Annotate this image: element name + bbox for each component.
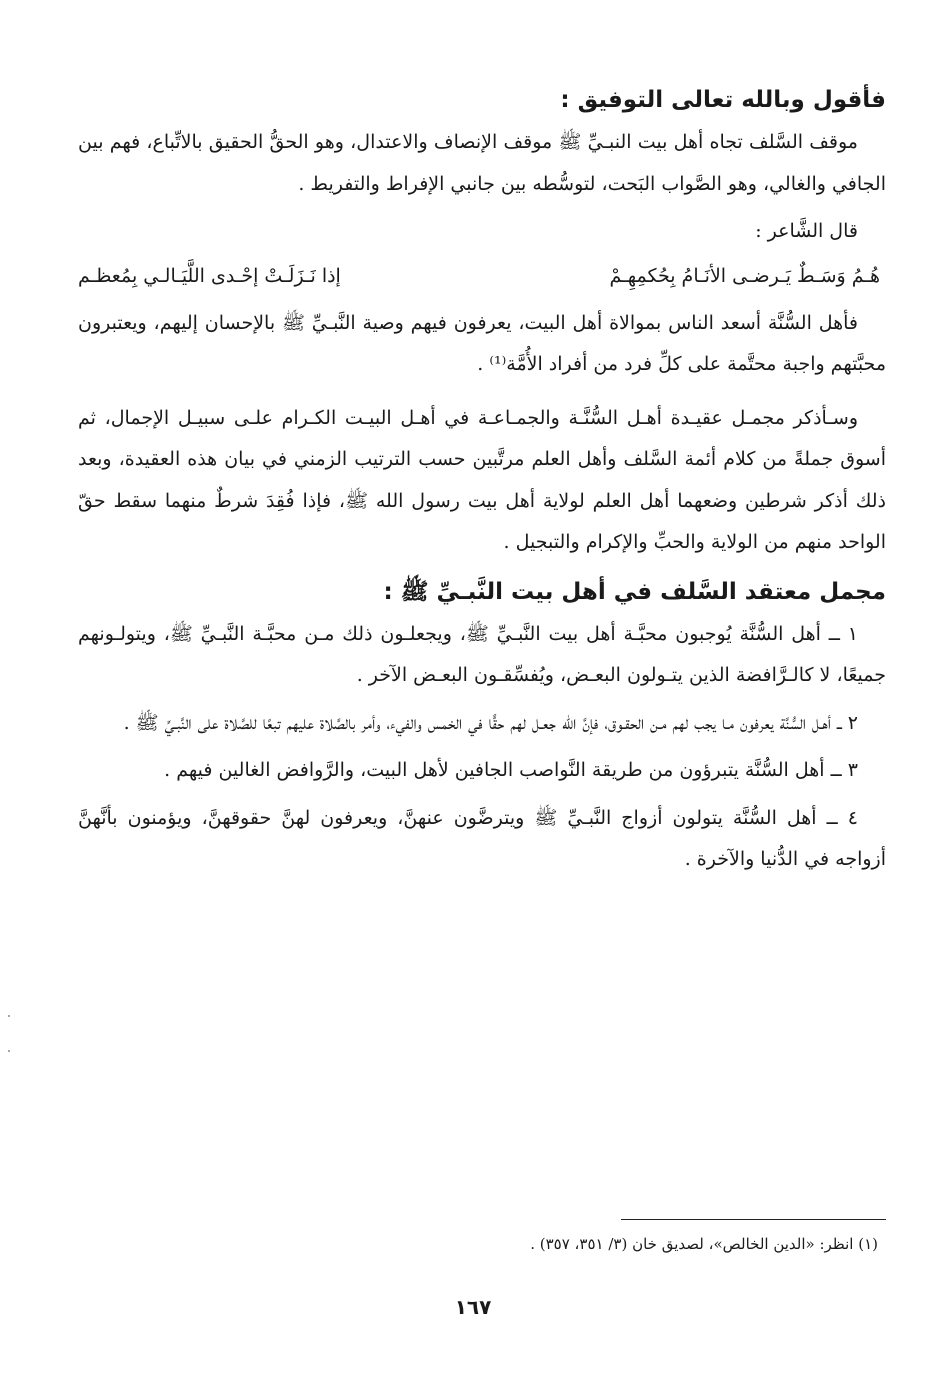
footnote: (١) انظر: «الدين الخالص»، لصديق خان (٣/ ٣٥١، ٣٥٧) . <box>530 1235 878 1253</box>
list-item-3: ٣ ــ أهل السُّنَّة يتبرؤون من طريقة النَّواصب الجافين لأهل البيت، والرَّوافض الغالين فيهم . <box>164 759 858 781</box>
list-item-1: ١ ــ أهل السُّنَّة يُوجبون محبَّـة أهل بيت النَّبـيِّ ﷺ، ويجعلـون ذلك مـن محبَّـة النَّبـيِّ ﷺ، ويتولـونهم جميعًا، لا كالـرَّافضة الذين يتـولون البعـض، ويُفسِّقـون البعـض الآخر . <box>78 622 886 686</box>
poet-intro: قال الشَّاعر : <box>755 220 858 242</box>
section-heading-intro: فأقول وبالله تعالى التوفيق : <box>560 87 886 113</box>
list-item-2: ٢ ــ أهـل السُّنَّة يعرفون مـا يجب لهم مـن الحقـوق، فإنَّ الله جعـل لهم حقًّا في الخمس والفيء، وأمر بالصَّلاة عليهم تبعًا للصَّلاة على النَّبـيِّ ﷺ . <box>123 711 858 734</box>
paragraph-salaf-position: موقف السَّلف تجاه أهل بيت النبـيِّ ﷺ موقف الإنصاف والاعتدال، وهو الحقُّ الحقيق بالاتِّباع، فهم بين الجافي والغالي، وهو الصَّواب البَحت، لتوسُّطه بين جانبي الإفراط والتفريط . <box>78 131 886 195</box>
poem-hemistich-first: هُـمُ وَسَـطٌ يَـرضـى الأنَـامُ بِحُكمِهِـمْ <box>609 264 880 287</box>
paragraph-ahl-sunnah: فأهل السُّنَّة أسعد الناس بموالاة أهل البيت، يعرفون فيهم وصية النَّبـيِّ ﷺ بالإحسان إليهم، ويعتبرون محبَّتهم واجبة محتَّمة على كلِّ فرد من أفراد الأُمَّة⁽¹⁾ . <box>78 311 886 375</box>
list-item-4: ٤ ــ أهل السُّنَّة يتولون أزواج النَّبـيِّ ﷺ ويترضَّون عنهنَّ، ويعرفون لهنَّ حقوقهنَّ، ويؤمنون بأنَّهنَّ أزواجه في الدُّنيا والآخرة . <box>78 806 886 870</box>
poem-verse <box>78 255 886 297</box>
margin-speck <box>8 1015 10 1017</box>
section-heading-summary: مجمل معتقد السَّلف في أهل بيت النَّبـيِّ ﷺ : <box>383 578 886 605</box>
margin-speck <box>8 1050 10 1052</box>
footnote-divider <box>621 1219 886 1220</box>
page-body <box>78 78 886 881</box>
poem-hemistich-second: إذا نَـزَلَـتْ إحْـدى اللَّيَـالـي بِمُعظـم <box>78 264 341 287</box>
page-number: ١٦٧ <box>454 1295 492 1319</box>
paragraph-outline: وسـأذكر مجمـل عقيـدة أهـل السُّنَّـة والجمـاعـة في أهـل البيـت الكـرام علـى سبيـل الإجمال، ثم أسوق جملةً من كلام أئمة السَّلف وأهل العلم مرتَّبين حسب الترتيب الزمني في بيان هذه العقيدة، وبعد ذلك أذكر شرطين وضعهما أهل العلم لولاية أهل بيت رسول الله ﷺ، فإذا فُقِدَ شرطٌ منهما سقط حقّ الواحد منهم من الولاية والحبِّ والإكرام والتبجيل . <box>78 406 886 553</box>
